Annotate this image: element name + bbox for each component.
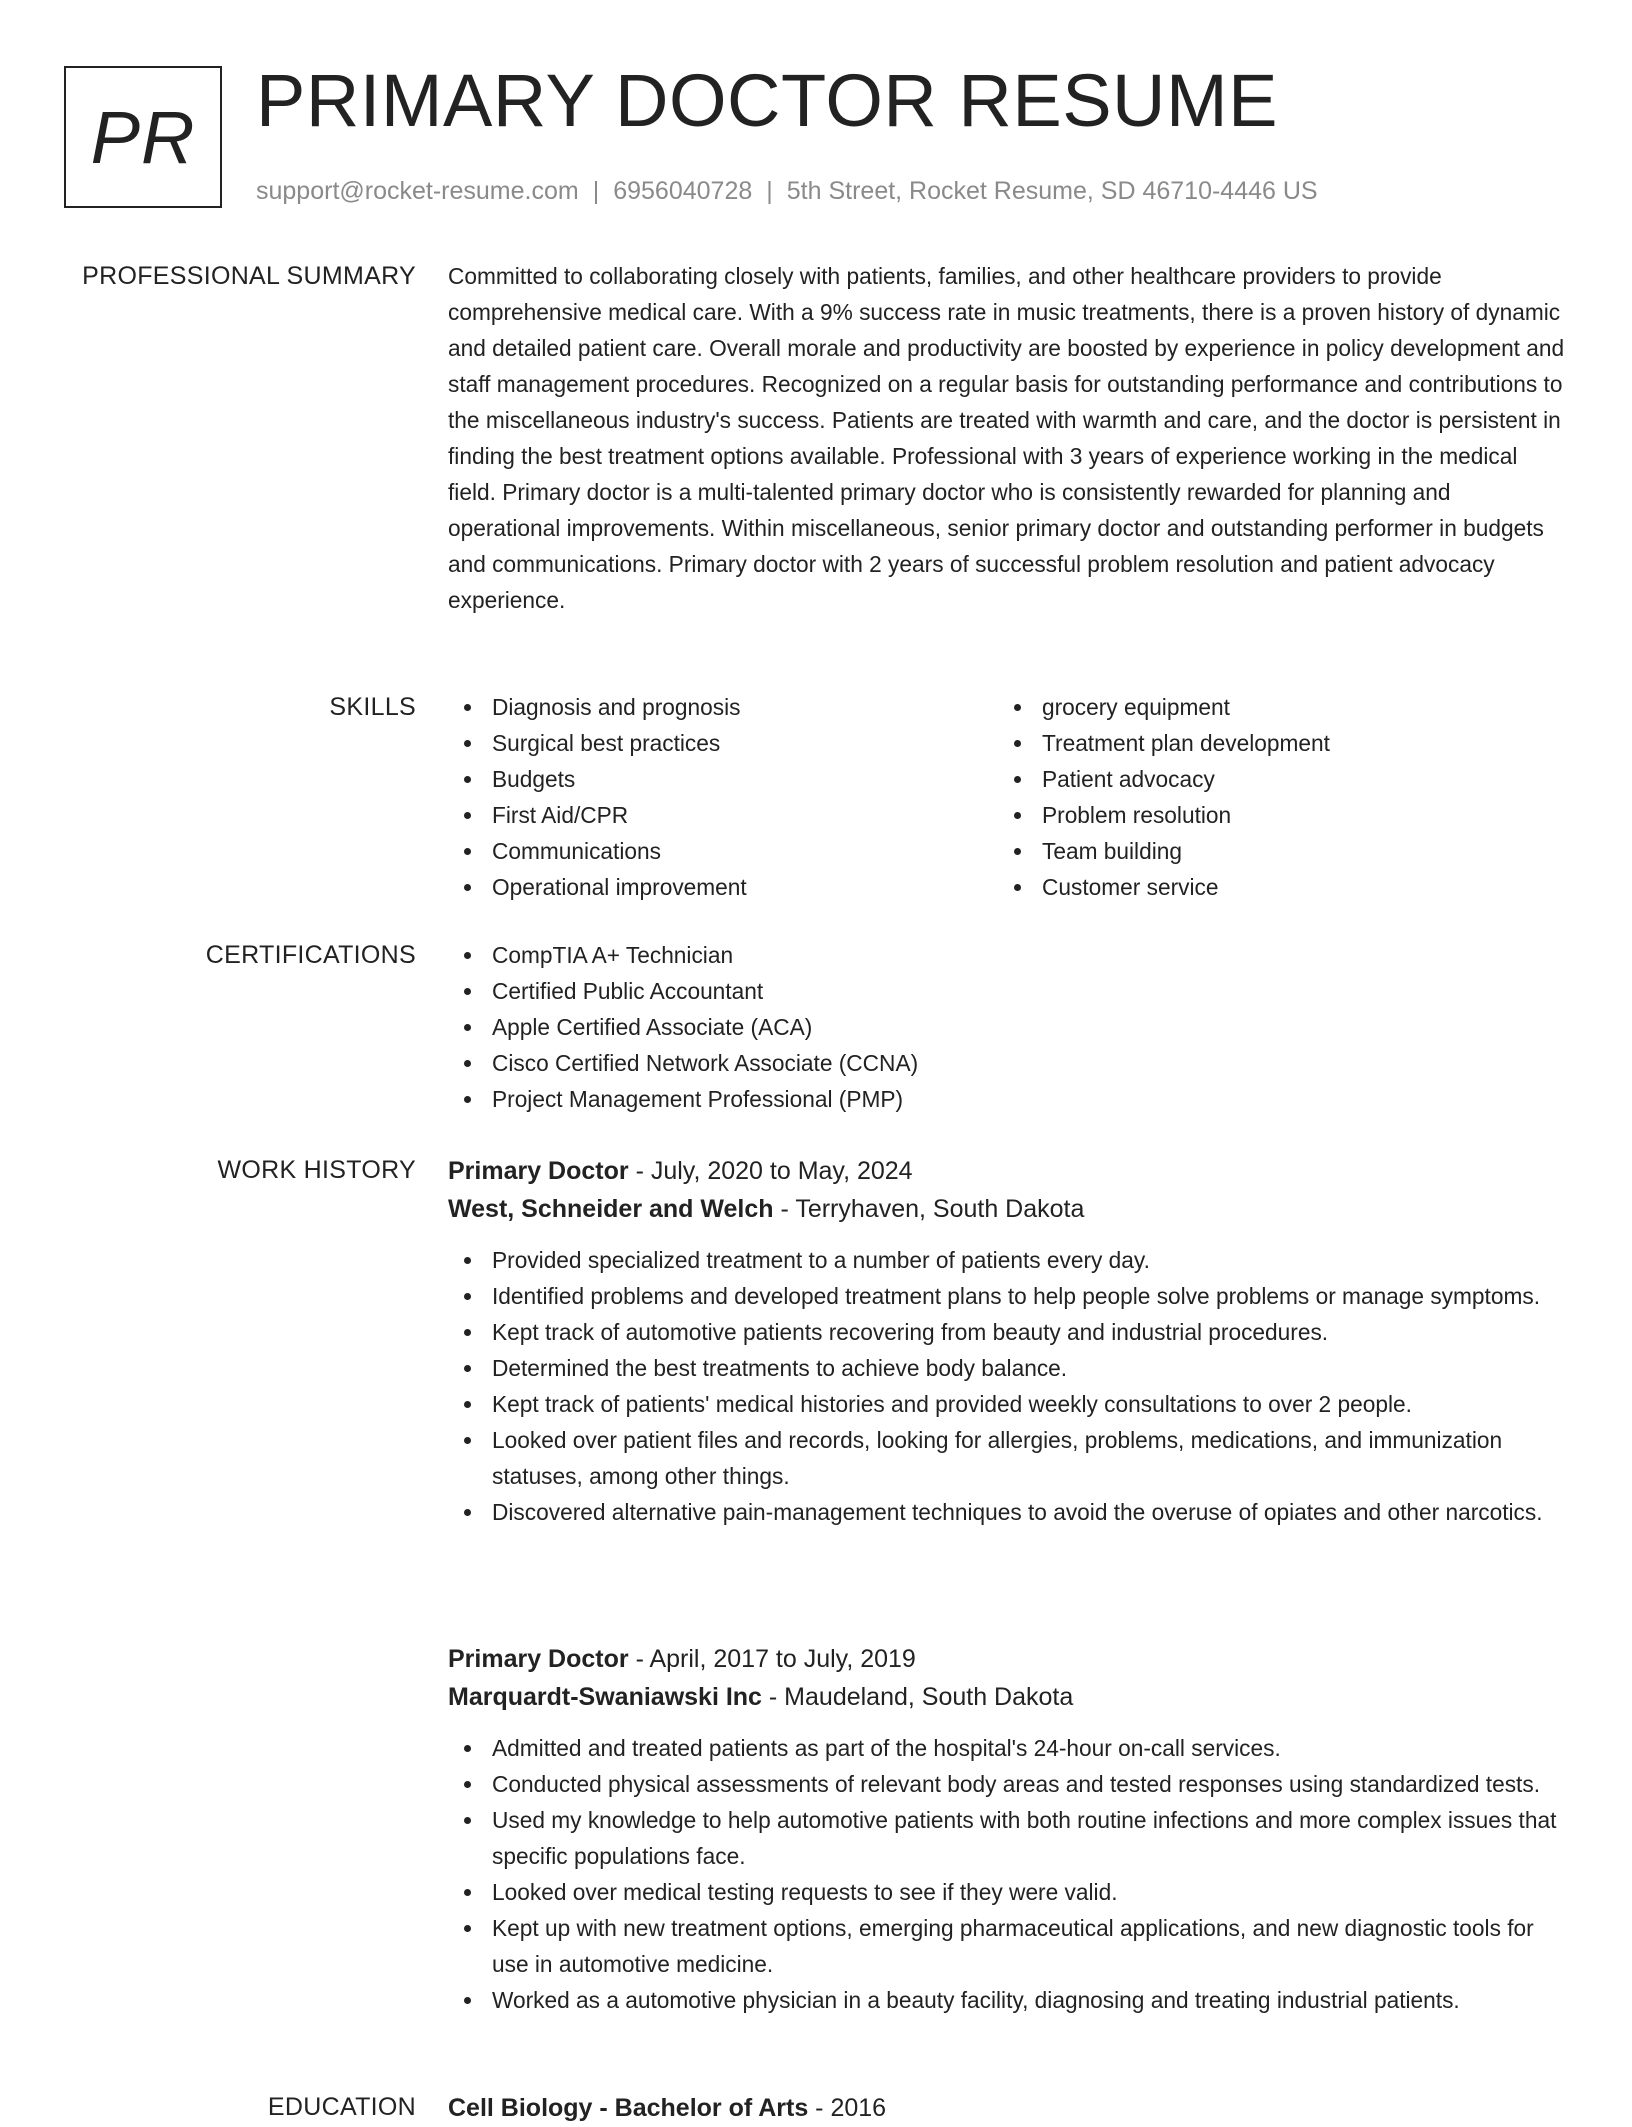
skills-list-right bbox=[998, 689, 1548, 905]
list-item: Admitted and treated patients as part of the hospital's 24-hour on-call services. bbox=[448, 1730, 1568, 1766]
job-entry bbox=[448, 1152, 1568, 1530]
job-location: - Maudeland, South Dakota bbox=[761, 1683, 1074, 1711]
job-dates: - July, 2020 to May, 2024 bbox=[628, 1157, 913, 1185]
contact-email: support@rocket-resume.com bbox=[256, 177, 579, 205]
summary-heading: PROFESSIONAL SUMMARY bbox=[82, 262, 416, 290]
list-item: grocery equipment bbox=[998, 689, 1548, 725]
job-company-line bbox=[448, 1190, 1568, 1228]
list-item: Cisco Certified Network Associate (CCNA) bbox=[448, 1045, 1568, 1081]
job-title-line bbox=[448, 1152, 1568, 1190]
education-degree: Cell Biology - Bachelor of Arts bbox=[448, 2094, 809, 2122]
list-item: Worked as a automotive physician in a beauty facility, diagnosing and treating industrial patients. bbox=[448, 1982, 1568, 2018]
summary-body bbox=[448, 258, 1568, 618]
contact-phone: 6956040728 bbox=[613, 177, 753, 205]
list-item: Identified problems and developed treatment plans to help people solve problems or manage symptoms. bbox=[448, 1278, 1568, 1314]
summary-text: Committed to collaborating closely with patients, families, and other healthcare providers to provide comprehensive medical care. With a 9% success rate in music treatments, there is a proven history of dynamic and detailed patient care. Overall morale and productivity are boosted by experience in policy development and staff management procedures. Recognized on a regular basis for outstanding performance and contributions to the miscellaneous industry's success. Patients are treated with warmth and care, and the doctor is persistent in finding the best treatment options available. Professional with 3 years of experience working in the medical field. Primary doctor is a multi-talented primary doctor who is consistently rewarded for planning and operational improvements. Within miscellaneous, senior primary doctor and outstanding performer in budgets and communications. Primary doctor with 2 years of successful problem resolution and patient advocacy experience. bbox=[448, 263, 1565, 613]
education-heading: EDUCATION bbox=[267, 2093, 416, 2121]
list-item: Treatment plan development bbox=[998, 725, 1548, 761]
list-item: Kept up with new treatment options, emerging pharmaceutical applications, and new diagnostic tools for use in automotive medicine. bbox=[448, 1910, 1568, 1982]
list-item: CompTIA A+ Technician bbox=[448, 937, 1568, 973]
list-item: Surgical best practices bbox=[448, 725, 998, 761]
job-company-line bbox=[448, 1678, 1568, 1716]
skills-list-left bbox=[448, 689, 998, 905]
job-dates: - April, 2017 to July, 2019 bbox=[628, 1645, 916, 1673]
education-degree-line bbox=[448, 2089, 1568, 2127]
job-title: Primary Doctor bbox=[448, 1645, 629, 1673]
list-item: Patient advocacy bbox=[998, 761, 1548, 797]
resume-title: PRIMARY DOCTOR RESUME bbox=[256, 59, 1279, 142]
contact-line bbox=[256, 174, 1318, 208]
list-item: Operational improvement bbox=[448, 869, 998, 905]
skills-heading: SKILLS bbox=[329, 693, 416, 721]
job-company: West, Schneider and Welch bbox=[448, 1195, 774, 1223]
job-bullets bbox=[448, 1730, 1568, 2018]
education-body bbox=[448, 2089, 1568, 2127]
job-title: Primary Doctor bbox=[448, 1157, 629, 1185]
monogram-logo: PR bbox=[64, 66, 222, 208]
job-location: - Terryhaven, South Dakota bbox=[773, 1195, 1085, 1223]
list-item: Looked over patient files and records, looking for allergies, problems, medications, and immunization statuses, among other things. bbox=[448, 1422, 1568, 1494]
list-item: Customer service bbox=[998, 869, 1548, 905]
job-title-line bbox=[448, 1640, 1568, 1678]
list-item: Project Management Professional (PMP) bbox=[448, 1081, 1568, 1117]
job-company: Marquardt-Swaniawski Inc bbox=[448, 1683, 762, 1711]
job-entry bbox=[448, 1640, 1568, 2018]
list-item: Kept track of automotive patients recovering from beauty and industrial procedures. bbox=[448, 1314, 1568, 1350]
contact-separator: | bbox=[766, 177, 773, 205]
certifications-heading: CERTIFICATIONS bbox=[205, 941, 416, 969]
list-item: Conducted physical assessments of relevant body areas and tested responses using standardized tests. bbox=[448, 1766, 1568, 1802]
job-bullets bbox=[448, 1242, 1568, 1530]
list-item: Looked over medical testing requests to see if they were valid. bbox=[448, 1874, 1568, 1910]
list-item: Provided specialized treatment to a number of patients every day. bbox=[448, 1242, 1568, 1278]
work-history-heading: WORK HISTORY bbox=[217, 1156, 416, 1184]
list-item: First Aid/CPR bbox=[448, 797, 998, 833]
list-item: Kept track of patients' medical histories and provided weekly consultations to over 2 people. bbox=[448, 1386, 1568, 1422]
list-item: Diagnosis and prognosis bbox=[448, 689, 998, 725]
list-item: Certified Public Accountant bbox=[448, 973, 1568, 1009]
skills-body bbox=[448, 689, 1568, 905]
list-item: Problem resolution bbox=[998, 797, 1548, 833]
list-item: Determined the best treatments to achieve body balance. bbox=[448, 1350, 1568, 1386]
list-item: Apple Certified Associate (ACA) bbox=[448, 1009, 1568, 1045]
list-item: Team building bbox=[998, 833, 1548, 869]
certifications-body bbox=[448, 937, 1568, 1117]
list-item: Communications bbox=[448, 833, 998, 869]
list-item: Used my knowledge to help automotive patients with both routine infections and more complex issues that specific populations face. bbox=[448, 1802, 1568, 1874]
contact-address: 5th Street, Rocket Resume, SD 46710-4446 US bbox=[786, 177, 1318, 205]
certifications-list bbox=[448, 937, 1568, 1117]
contact-separator: | bbox=[592, 177, 600, 205]
list-item: Discovered alternative pain-management techniques to avoid the overuse of opiates and other narcotics. bbox=[448, 1494, 1568, 1530]
education-year: - 2016 bbox=[808, 2094, 887, 2122]
list-item: Budgets bbox=[448, 761, 998, 797]
